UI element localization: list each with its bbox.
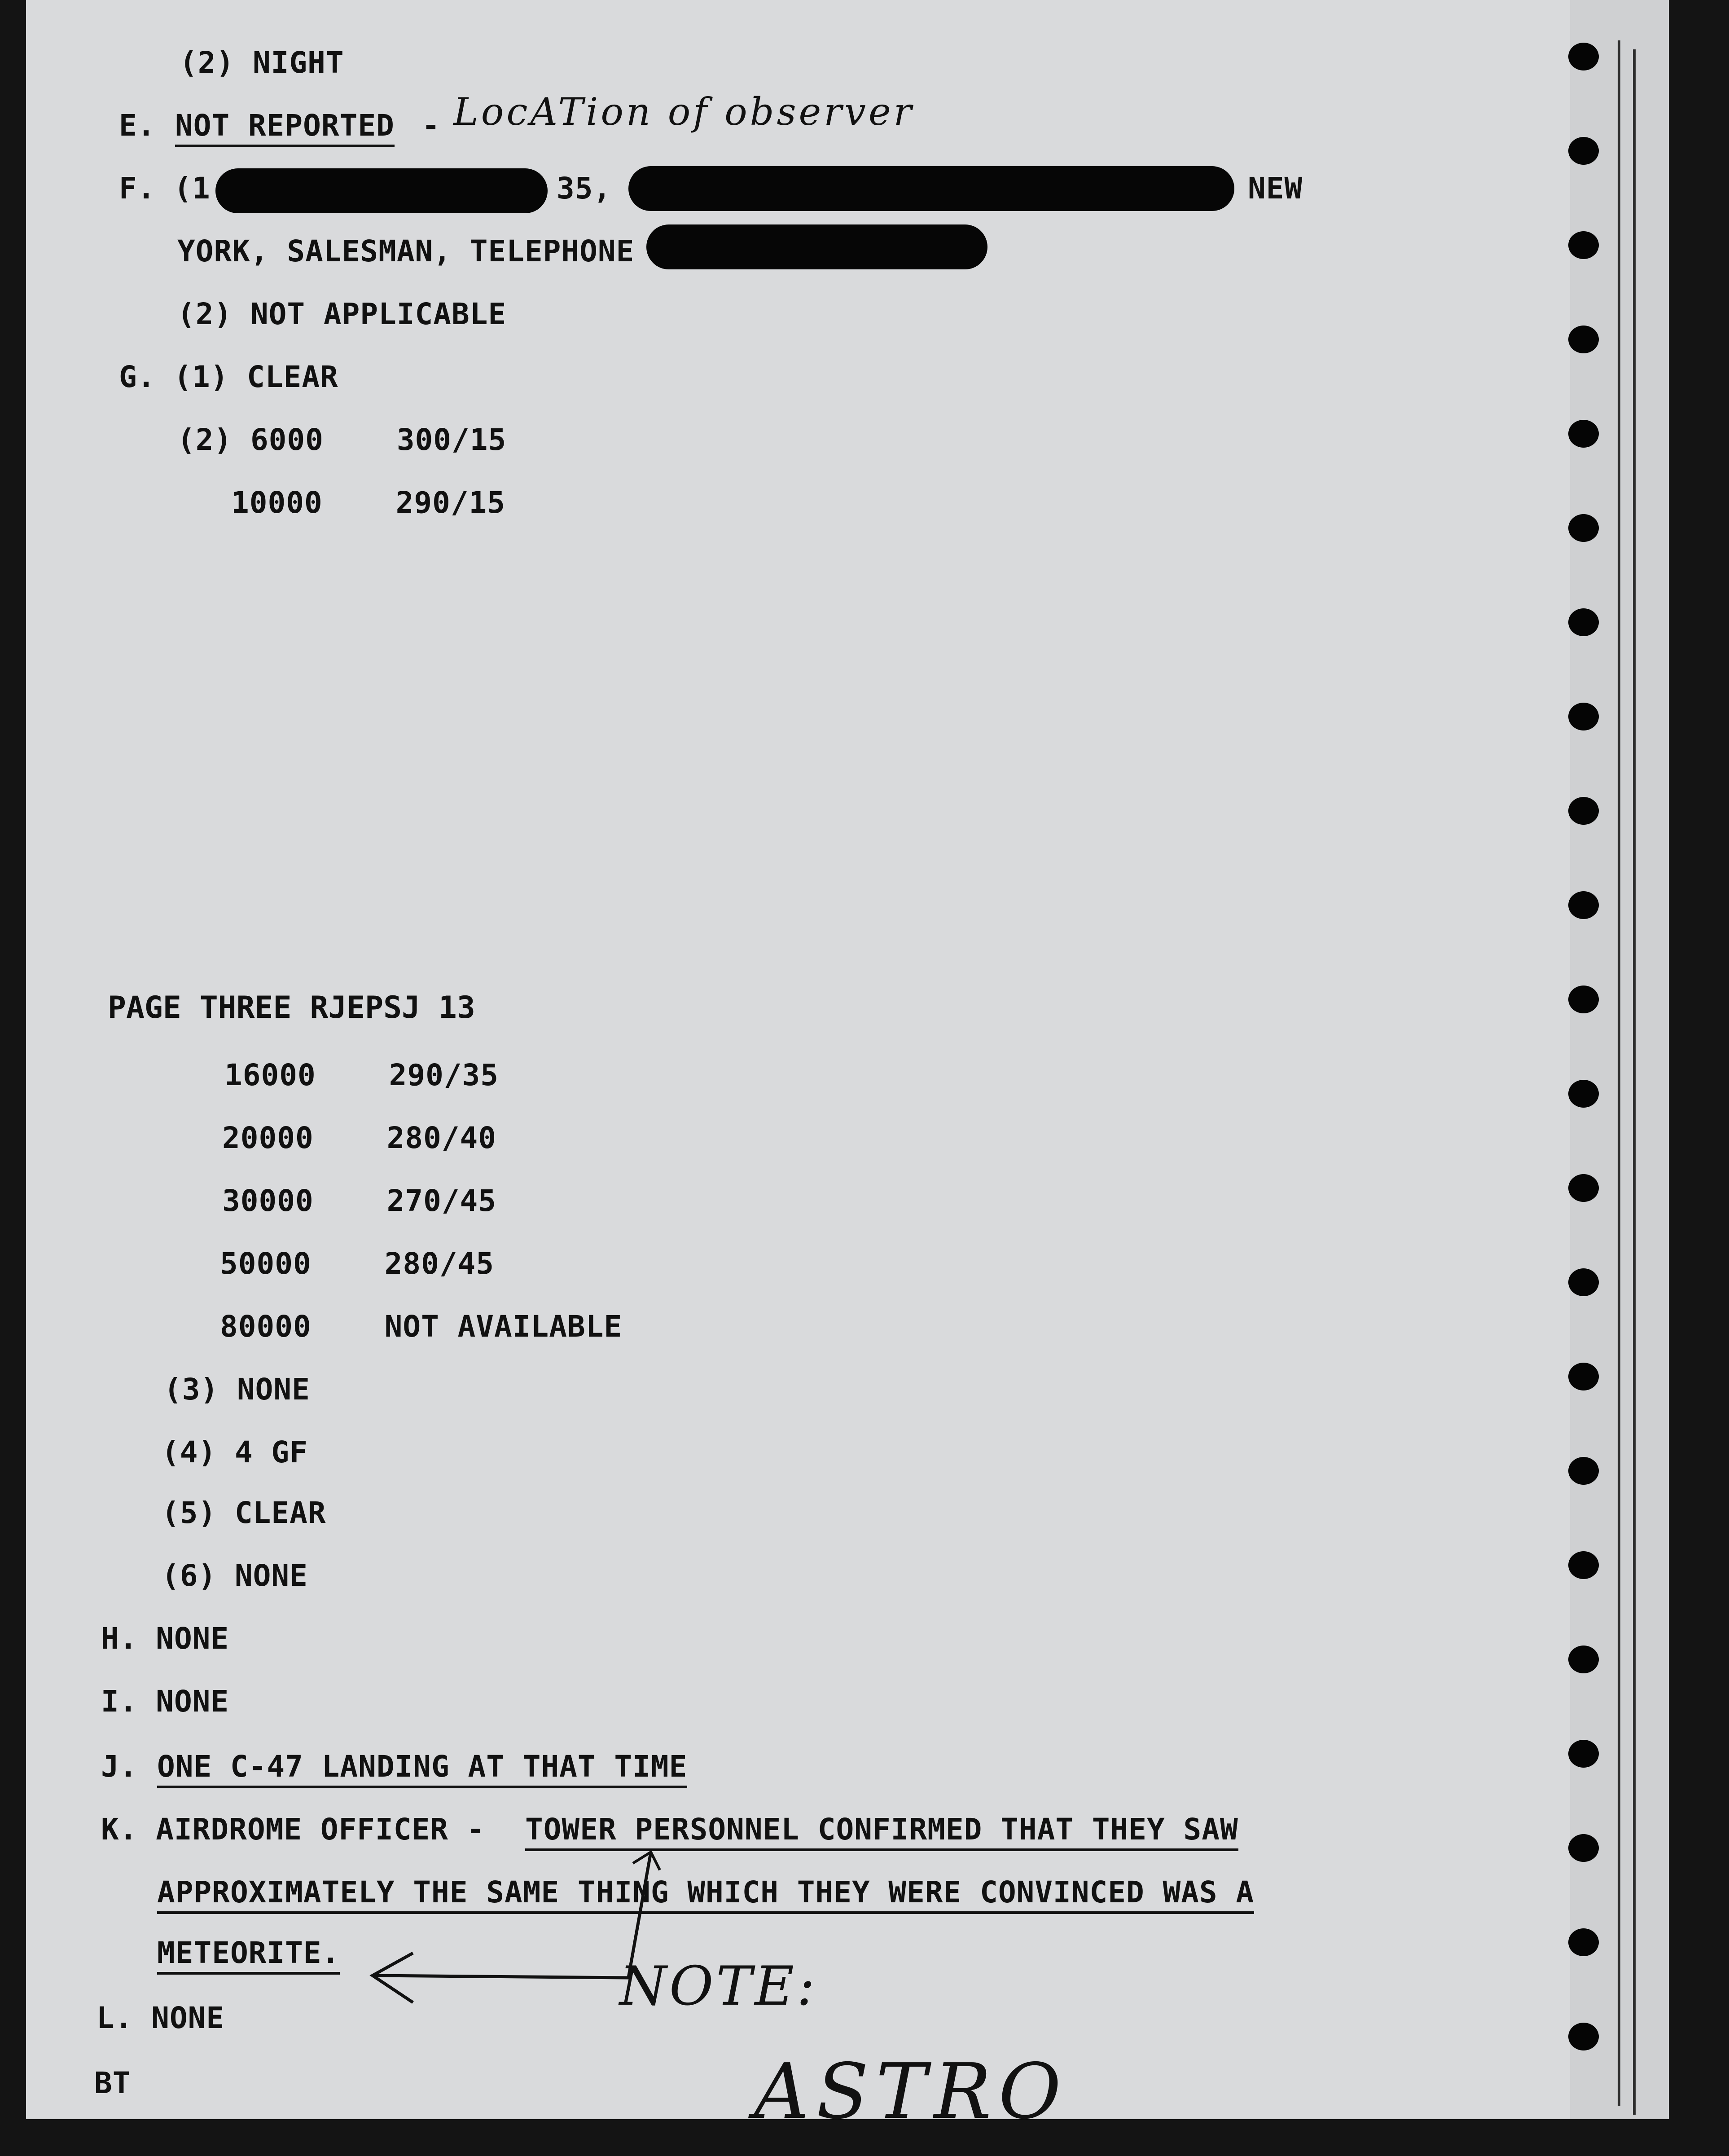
item-j-label: J. — [101, 1749, 138, 1784]
wind-row-20000: 20000 280/40 — [222, 1121, 497, 1155]
item-k-label: K. AIRDROME OFFICER - — [101, 1812, 504, 1847]
item-l: L. NONE — [97, 2001, 225, 2035]
punch-hole — [1568, 1551, 1599, 1579]
item-h: H. NONE — [101, 1621, 229, 1656]
punch-hole — [1568, 1928, 1599, 1956]
handwritten-astro: ASTRO — [754, 2047, 1068, 2136]
item-bt: BT — [94, 2066, 131, 2100]
punch-hole — [1568, 1646, 1599, 1673]
punch-hole — [1568, 1174, 1599, 1202]
item-g4: (4) 4 GF — [162, 1435, 308, 1470]
redaction-bar — [628, 166, 1234, 211]
punch-hole — [1568, 986, 1599, 1013]
page-header: PAGE THREE RJEPSJ 13 — [108, 990, 475, 1025]
wind-row-16000: 16000 290/35 — [224, 1058, 499, 1092]
item-k-line3: METEORITE. — [157, 1935, 340, 1975]
punch-hole — [1568, 514, 1599, 542]
item-j-text: ONE C-47 LANDING AT THAT TIME — [157, 1749, 687, 1788]
item-f-line2: YORK, SALESMAN, TELEPHONE — [177, 234, 635, 268]
item-i: I. NONE — [101, 1684, 229, 1719]
wind-row-80000: 80000 NOT AVAILABLE — [220, 1309, 623, 1344]
punch-hole — [1568, 231, 1599, 259]
punch-hole — [1568, 1080, 1599, 1108]
item-g6: (6) NONE — [162, 1558, 308, 1593]
item-g5: (5) CLEAR — [162, 1496, 326, 1530]
item-e-dash: - — [422, 108, 440, 143]
wind-row-50000: 50000 280/45 — [220, 1246, 495, 1281]
item-g-line2: (2) 6000 300/15 — [177, 422, 507, 457]
redaction-bar — [646, 224, 987, 269]
item-g-line3: 10000 290/15 — [231, 485, 506, 520]
punch-hole — [1568, 797, 1599, 825]
page-edge-line-2 — [1633, 49, 1636, 2115]
punch-hole — [1568, 420, 1599, 448]
punch-hole — [1568, 891, 1599, 919]
punch-hole — [1568, 1740, 1599, 1768]
punch-hole — [1568, 1834, 1599, 1862]
handwritten-location-note: LocATion of observer — [453, 90, 914, 134]
punch-hole — [1568, 137, 1599, 165]
punch-hole — [1568, 1363, 1599, 1390]
item-e-value: NOT REPORTED — [175, 108, 395, 147]
punch-hole — [1568, 2023, 1599, 2050]
wind-row-30000: 30000 270/45 — [222, 1184, 497, 1218]
item-g-line1: G. (1) CLEAR — [119, 360, 338, 394]
punch-hole — [1568, 1268, 1599, 1296]
punch-hole — [1568, 326, 1599, 353]
page-edge-line — [1618, 40, 1620, 2106]
punch-hole — [1568, 703, 1599, 730]
redaction-bar — [215, 168, 548, 213]
item-f-line1-prefix: F. (1 — [119, 171, 211, 206]
punch-hole — [1568, 608, 1599, 636]
item-f-line3: (2) NOT APPLICABLE — [177, 297, 507, 331]
item-k-line1: TOWER PERSONNEL CONFIRMED THAT THEY SAW — [525, 1812, 1238, 1851]
item-d2-night: (2) NIGHT — [180, 45, 344, 80]
item-f-line1-mid: 35, — [557, 171, 612, 206]
item-f-line1-end: NEW — [1248, 171, 1303, 206]
item-e-label: E. — [119, 108, 156, 143]
item-g3: (3) NONE — [164, 1372, 310, 1407]
punch-hole — [1568, 43, 1599, 70]
item-k-line2: APPROXIMATELY THE SAME THING WHICH THEY WERE CONVINCED WAS A — [157, 1874, 1254, 1914]
handwritten-note: NOTE: — [619, 1955, 818, 2018]
punch-hole — [1568, 1457, 1599, 1485]
